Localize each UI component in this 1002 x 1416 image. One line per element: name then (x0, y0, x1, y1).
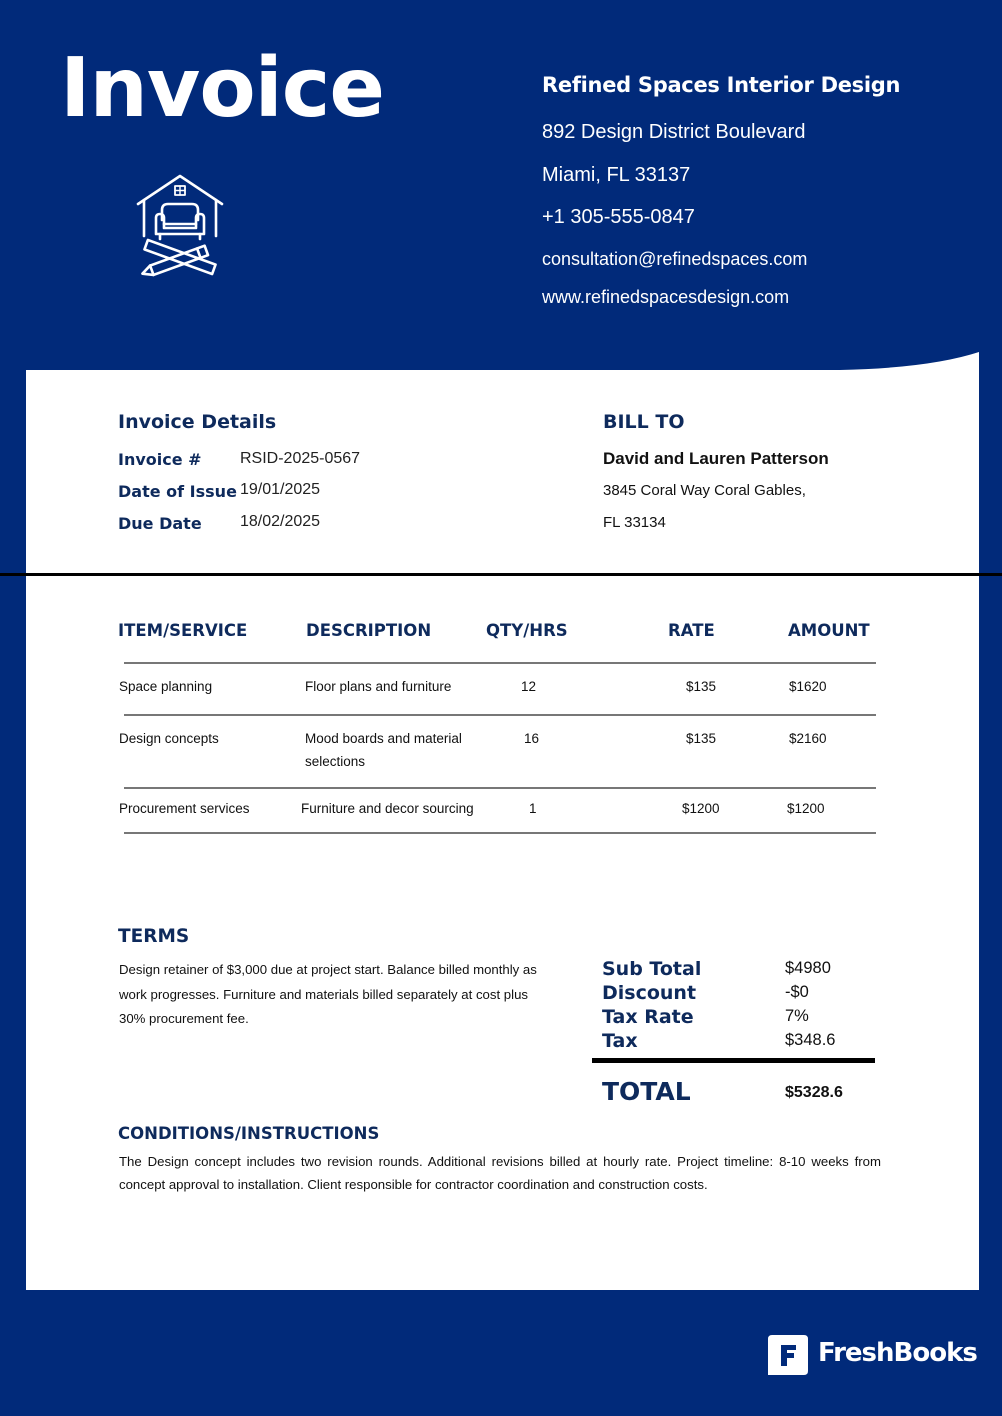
col-header-qty: QTY/HRS (486, 621, 568, 640)
total-value: $5328.6 (785, 1084, 843, 1101)
bill-to-address-line1: 3845 Coral Way Coral Gables, (603, 482, 806, 499)
terms-text: Design retainer of $3,000 due at project start. Balance billed monthly as work progresses. Furniture and materials billed separately at cost plus 30% procurement fee. (119, 962, 537, 1026)
subtotal-value: $4980 (785, 959, 831, 977)
col-header-amount: AMOUNT (788, 621, 870, 640)
tax-label: Tax (602, 1030, 638, 1052)
row1-description: Floor plans and furniture (305, 679, 452, 694)
row2-qty: 16 (524, 731, 540, 746)
tax-rate-value: 7% (785, 1007, 809, 1025)
row1-rate: $135 (686, 679, 717, 694)
table-row-divider (124, 714, 876, 716)
discount-label: Discount (602, 982, 697, 1004)
row1-qty: 12 (521, 679, 537, 694)
company-email[interactable]: consultation@refinedspaces.com (542, 249, 808, 269)
row2-description: Mood boards and material (305, 731, 462, 746)
due-date-label: Due Date (118, 514, 202, 533)
bill-to-heading: BILL TO (603, 411, 685, 433)
tax-value: $348.6 (785, 1031, 836, 1049)
row3-qty: 1 (529, 801, 537, 816)
company-block (542, 71, 982, 307)
total-label: TOTAL (602, 1077, 691, 1106)
conditions-heading: CONDITIONS/INSTRUCTIONS (118, 1124, 380, 1143)
row2-description-line2: selections (305, 754, 366, 769)
invoice-number: RSID-2025-0567 (240, 450, 361, 467)
company-website[interactable]: www.refinedspacesdesign.com (542, 287, 790, 307)
row1-amount: $1620 (789, 679, 827, 694)
col-header-description: DESCRIPTION (306, 621, 432, 640)
issue-date: 19/01/2025 (240, 481, 321, 498)
company-address-line2: Miami, FL 33137 (542, 164, 691, 186)
terms-heading: TERMS (118, 926, 190, 947)
bill-to-address-line2: FL 33134 (603, 514, 666, 531)
row3-rate: $1200 (682, 801, 720, 816)
row3-amount: $1200 (787, 801, 825, 816)
invoice-details-heading: Invoice Details (118, 411, 277, 433)
tax-rate-label: Tax Rate (602, 1006, 694, 1028)
table-row-divider (124, 662, 876, 664)
conditions-text: The Design concept includes two revision rounds. Additional revisions billed at hourly rate. Project timeline: 8-10 weeks from concept approval to installation. Client responsible for contractor coordination and construction costs. (119, 1154, 881, 1192)
subtotal-label: Sub Total (602, 958, 702, 980)
table-row-divider (124, 787, 876, 789)
totals-divider (592, 1058, 875, 1063)
due-date: 18/02/2025 (240, 513, 321, 530)
freshbooks-brand[interactable]: FreshBooks (818, 1338, 977, 1368)
house-armchair-tools-icon (130, 172, 230, 280)
invoice-title: Invoice (60, 41, 385, 136)
discount-value: -$0 (785, 983, 809, 1001)
table-row-divider (124, 832, 876, 834)
company-name: Refined Spaces Interior Design (542, 73, 901, 97)
row2-item: Design concepts (119, 731, 219, 746)
row2-amount: $2160 (789, 731, 827, 746)
row3-item: Procurement services (119, 801, 250, 816)
company-address-line1: 892 Design District Boulevard (542, 121, 806, 143)
col-header-item: ITEM/SERVICE (118, 621, 248, 640)
col-header-rate: RATE (668, 621, 715, 640)
section-divider (0, 573, 1002, 576)
row3-description: Furniture and decor sourcing (301, 801, 474, 816)
company-phone: +1 305-555-0847 (542, 206, 695, 228)
row1-item: Space planning (119, 679, 213, 694)
bill-to-name: David and Lauren Patterson (603, 449, 829, 468)
freshbooks-f-icon (766, 1333, 810, 1377)
issue-date-label: Date of Issue (118, 482, 237, 501)
invoice-number-label: Invoice # (118, 450, 202, 469)
row2-rate: $135 (686, 731, 717, 746)
